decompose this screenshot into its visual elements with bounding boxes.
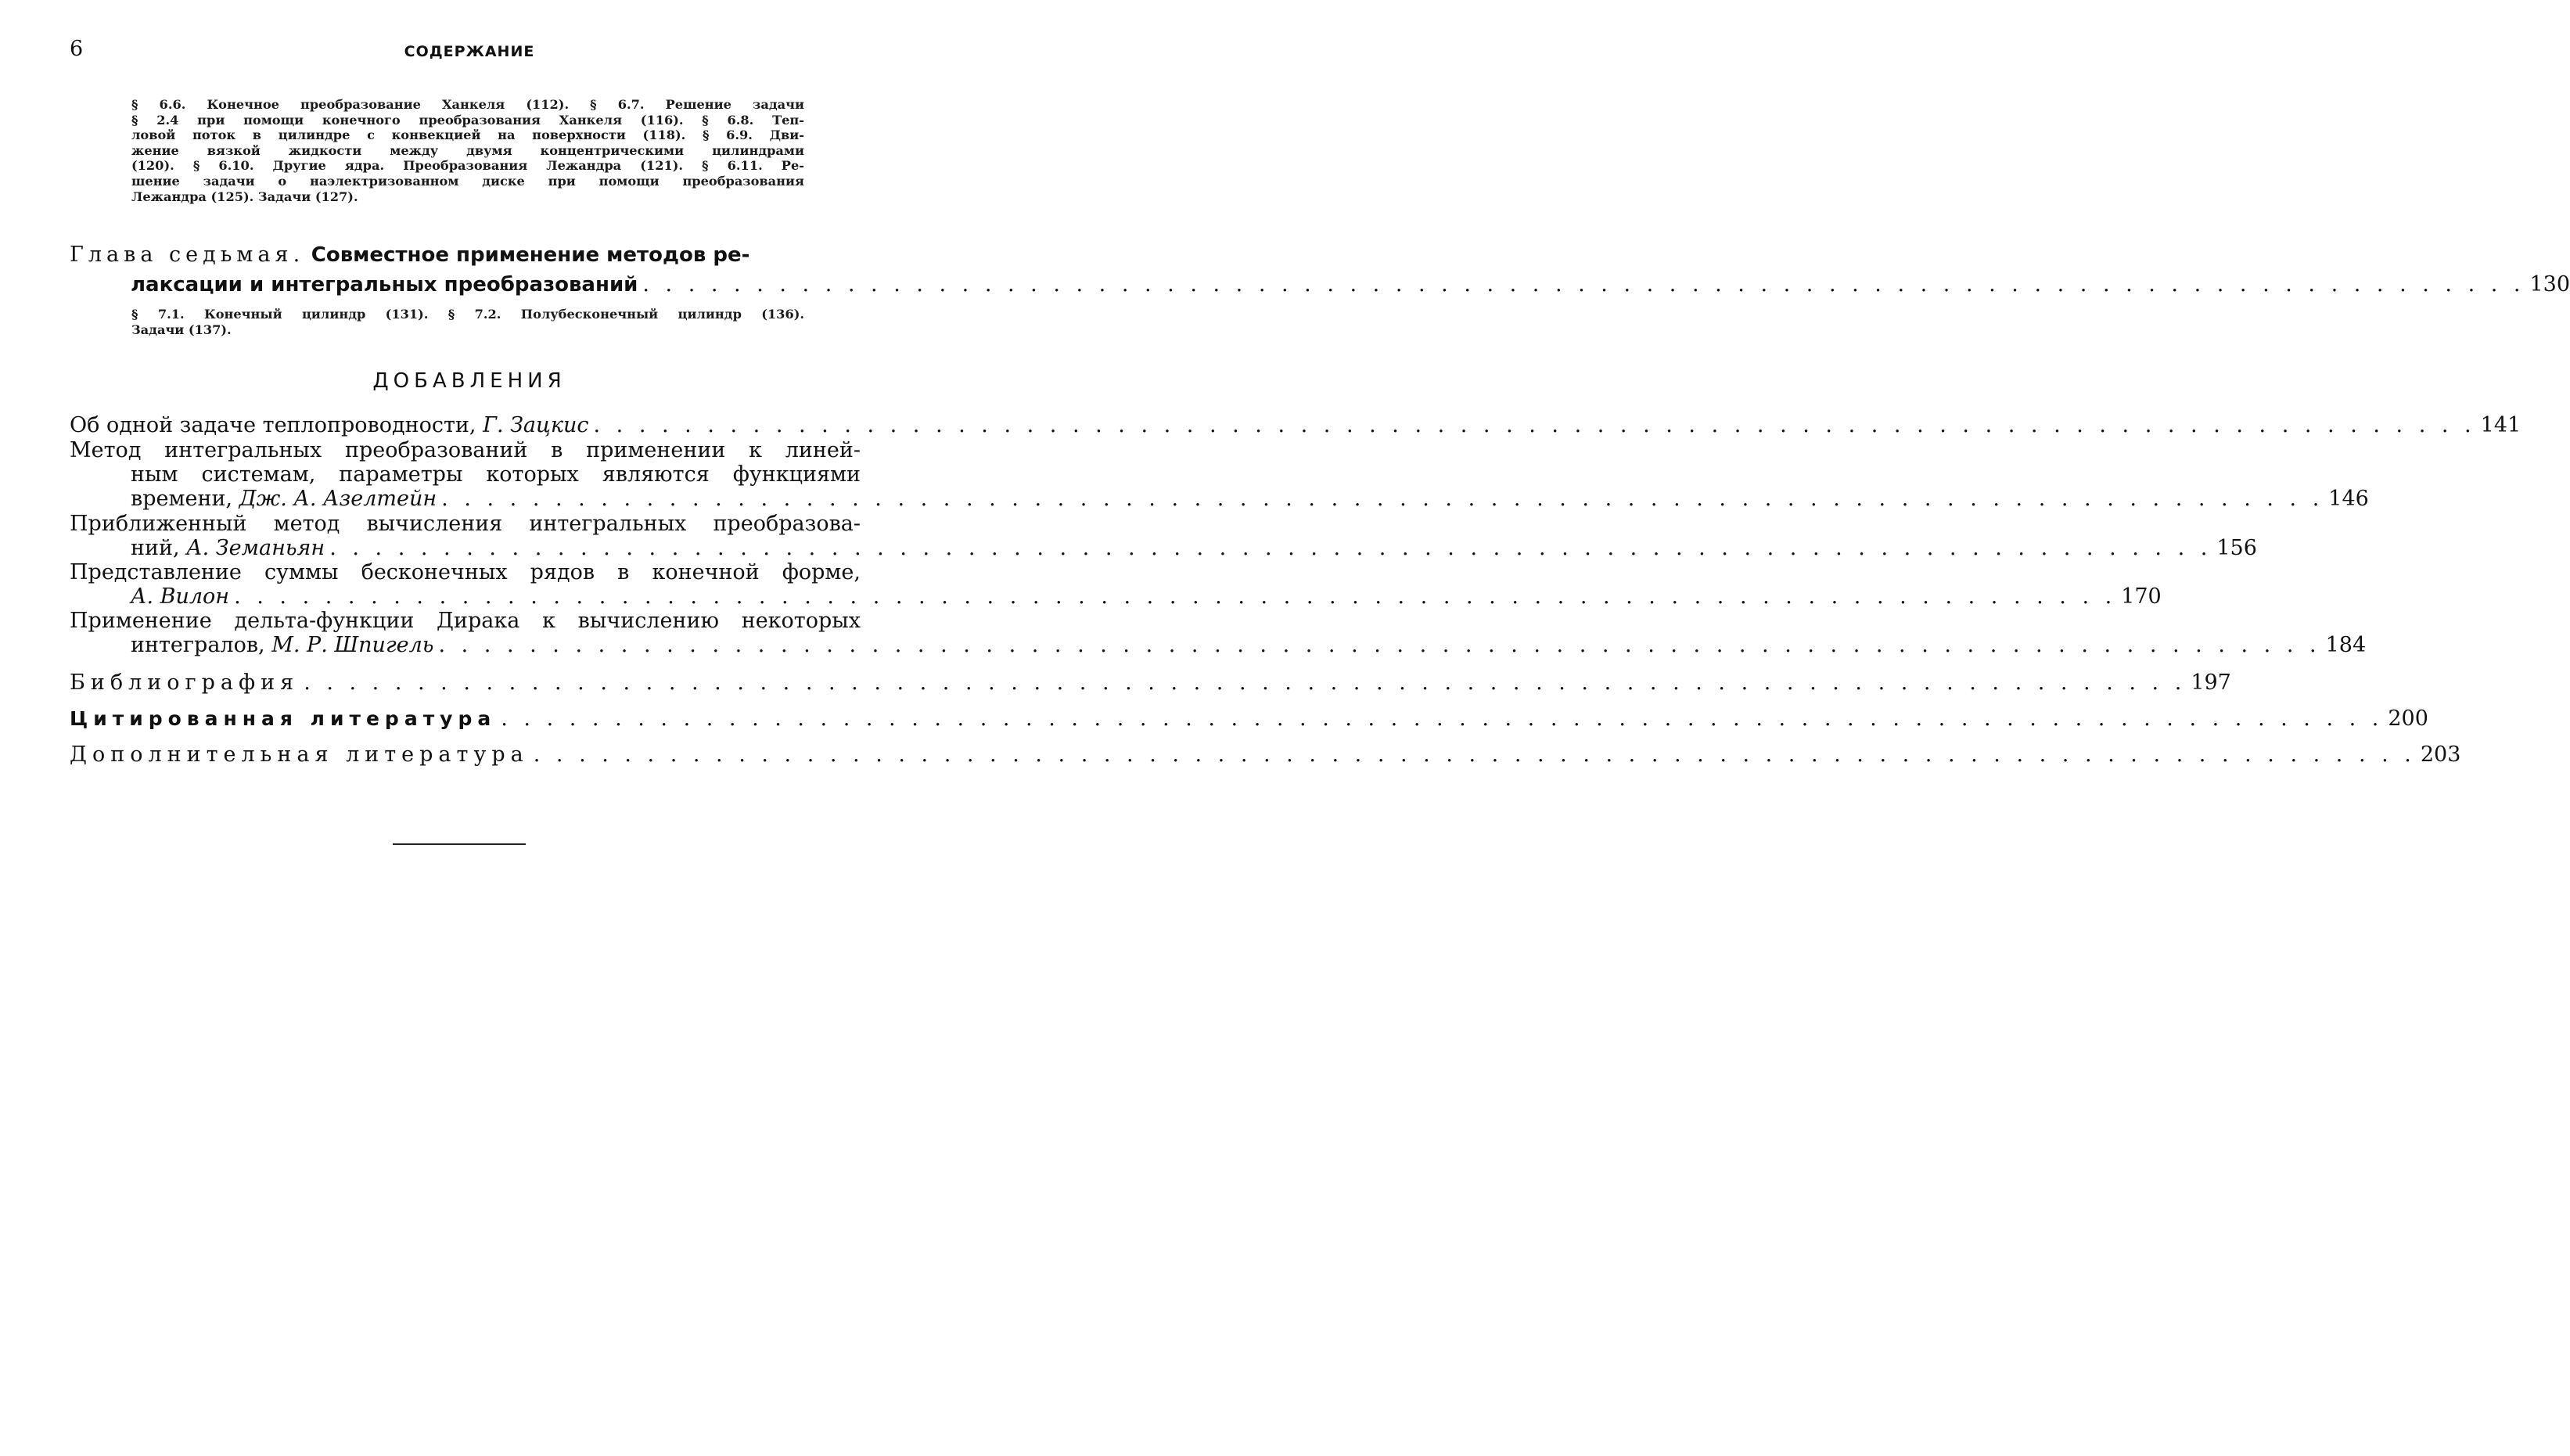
entry-page: 184 xyxy=(2325,633,2367,657)
entry-page: 156 xyxy=(2216,536,2257,560)
entry-line: Приближенный метод вычисления интегральных преобразова- xyxy=(70,512,861,536)
bibliography-page: 197 xyxy=(2191,670,2231,695)
entry-author: М. Р. Шпигель xyxy=(271,633,434,657)
chapter7-line1 xyxy=(70,240,861,270)
additional-literature-page: 203 xyxy=(2420,742,2461,767)
leader-dots xyxy=(438,633,2320,657)
entry-line: Представление суммы бесконечных рядов в конечной форме, xyxy=(70,560,861,584)
chapter7-line2 xyxy=(70,270,2570,300)
end-rule xyxy=(393,843,526,845)
entry-last-line xyxy=(70,413,2521,437)
contents-line: Лежандра (125). Задачи (127). xyxy=(131,189,358,204)
entry-line: ным системам, параметры которых являются функциями xyxy=(131,462,861,487)
chapter-title-part1: Совместное применение методов ре- xyxy=(311,243,750,267)
contents-line: Задачи (137). xyxy=(131,322,232,337)
running-head: СОДЕРЖАНИЕ xyxy=(404,43,535,60)
contents-line: § 6.6. Конечное преобразование Ханкеля (112). § 6.7. Решение задачи xyxy=(131,97,804,112)
contents-line: (120). § 6.10. Другие ядра. Преобразования Лежандра (121). § 6.11. Ре- xyxy=(131,158,804,174)
appendix-entry xyxy=(70,512,2257,560)
contents-line: шение задачи о наэлектризованном диске при помощи преобразования xyxy=(131,173,804,189)
entry-author: А. Вилон xyxy=(131,584,230,609)
entry-last-line xyxy=(70,536,2257,560)
contents-line: § 2.4 при помощи конечного преобразования Ханкеля (116). § 6.8. Теп- xyxy=(131,112,804,128)
entry-author: Г. Зацкис xyxy=(483,413,589,437)
chapter-page: 130 xyxy=(2529,272,2570,297)
additional-literature-title: Дополнительная литература xyxy=(70,742,529,767)
entry-author: Дж. А. Азелтейн xyxy=(239,487,437,511)
chapter-title-part2: лаксации и интегральных преобразований xyxy=(131,273,638,297)
bibliography-entry xyxy=(70,669,2231,697)
leader-dots xyxy=(329,536,2212,560)
contents-line: жение вязкой жидкости между двумя концентрическими цилиндрами xyxy=(131,142,804,158)
chapter-label: Глава седьмая. xyxy=(70,243,305,267)
cited-literature-entry xyxy=(70,705,2428,733)
leader-dots xyxy=(234,584,2116,609)
leader-dots xyxy=(594,413,2476,437)
appendix-entry xyxy=(70,609,2367,657)
leader-dots xyxy=(304,669,2186,697)
entry-page: 141 xyxy=(2480,413,2521,437)
entry-page: 170 xyxy=(2121,584,2162,609)
chapter6-contents xyxy=(131,97,804,204)
chapter7-contents xyxy=(131,307,804,337)
page-number: 6 xyxy=(70,37,84,61)
appendix-entry xyxy=(70,438,2369,511)
entry-last-line xyxy=(70,487,2369,511)
leader-dots xyxy=(501,705,2383,733)
entry-line: Применение дельта-функции Дирака к вычислению некоторых xyxy=(70,609,861,633)
entry-last-line xyxy=(70,584,2162,609)
contents-line: § 7.1. Конечный цилиндр (131). § 7.2. Полубесконечный цилиндр (136). xyxy=(131,307,804,322)
leader-dots xyxy=(534,741,2416,769)
entry-title: времени, xyxy=(131,487,233,511)
chapter7-entry xyxy=(70,240,2570,300)
appendix-entry xyxy=(70,413,2521,437)
appendix-entry xyxy=(70,560,2162,609)
cited-literature-page: 200 xyxy=(2388,706,2428,731)
entry-title: ний, xyxy=(131,536,180,560)
entry-line: Метод интегральных преобразований в применении к линей- xyxy=(70,438,861,462)
entry-last-line xyxy=(70,633,2367,657)
additional-literature-entry xyxy=(70,741,2461,769)
entry-page: 146 xyxy=(2328,487,2369,511)
leader-dots xyxy=(441,487,2324,511)
entry-title: Об одной задаче теплопроводности, xyxy=(70,413,476,437)
cited-literature-title: Цитированная литература xyxy=(70,707,497,730)
leader-dots xyxy=(642,270,2525,300)
contents-line: ловой поток в цилиндре с конвекцией на поверхности (118). § 6.9. Дви- xyxy=(131,128,804,143)
entry-author: А. Земаньян xyxy=(186,536,325,560)
entry-title: интегралов, xyxy=(131,633,265,657)
bibliography-title: Библиография xyxy=(70,670,300,695)
appendix-heading: ДОБАВЛЕНИЯ xyxy=(372,369,566,393)
